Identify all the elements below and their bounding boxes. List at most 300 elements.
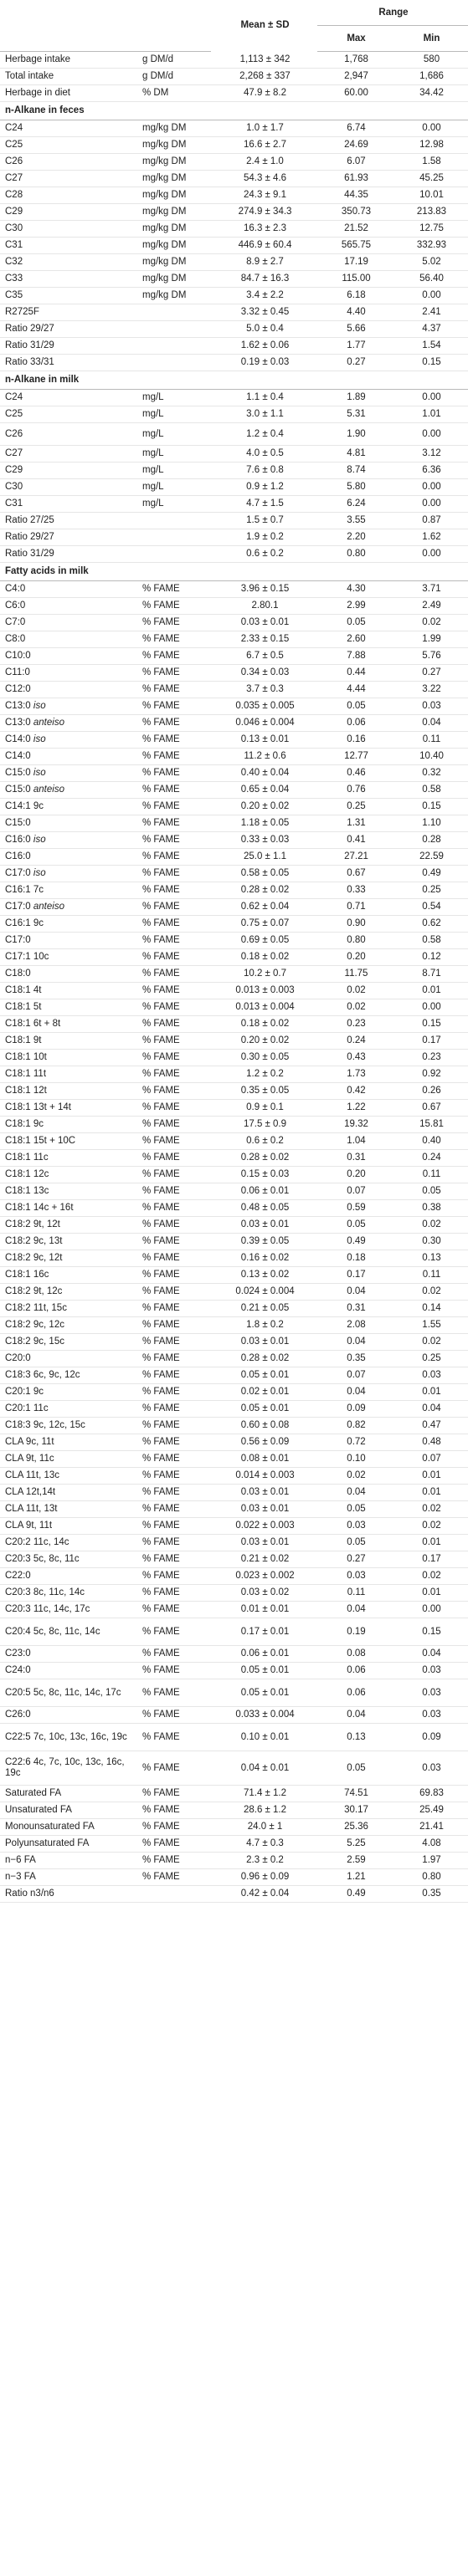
table-header [0, 0, 468, 52]
row-max: 0.80 [317, 933, 393, 949]
row-min: 0.35 [393, 1886, 468, 1903]
row-min: 0.92 [393, 1066, 468, 1083]
row-max: 0.05 [317, 1501, 393, 1518]
row-mean-sd: 3.7 ± 0.3 [211, 682, 317, 698]
row-min: 0.30 [393, 1234, 468, 1250]
row-mean-sd: 0.03 ± 0.01 [211, 1217, 317, 1234]
row-mean-sd: 1.2 ± 0.2 [211, 1066, 317, 1083]
row-unit: mg/kg DM [139, 238, 211, 254]
row-max: 0.06 [317, 1663, 393, 1679]
row-min: 1.01 [393, 406, 468, 423]
row-min: 0.47 [393, 1418, 468, 1434]
row-max: 4.81 [317, 446, 393, 463]
row-min: 0.32 [393, 765, 468, 782]
row-label: Ratio 29/27 [0, 529, 139, 546]
row-min: 0.11 [393, 1167, 468, 1183]
section-title: Fatty acids in milk [0, 563, 468, 581]
row-unit: mg/kg DM [139, 154, 211, 171]
table-row [0, 815, 468, 832]
row-label: C18:1 16c [0, 1267, 139, 1284]
header-blank [0, 0, 139, 26]
row-min: 0.03 [393, 1707, 468, 1724]
row-label: C15:0 anteiso [0, 782, 139, 799]
table-row [0, 899, 468, 916]
row-label: C15:0 iso [0, 765, 139, 782]
row-mean-sd: 0.9 ± 1.2 [211, 479, 317, 496]
row-min: 332.93 [393, 238, 468, 254]
row-min: 5.76 [393, 648, 468, 665]
table-row [0, 1836, 468, 1853]
table-row [0, 749, 468, 765]
table-row [0, 463, 468, 479]
table-row [0, 765, 468, 782]
row-unit: mg/kg DM [139, 221, 211, 238]
row-min: 8.71 [393, 966, 468, 983]
table-row [0, 1751, 468, 1786]
table-row [0, 715, 468, 732]
row-mean-sd: 0.023 ± 0.002 [211, 1568, 317, 1585]
row-max: 24.69 [317, 137, 393, 154]
table-row [0, 832, 468, 849]
section-title: n-Alkane in feces [0, 102, 468, 120]
row-max: 0.76 [317, 782, 393, 799]
isomer-qualifier: iso [33, 868, 46, 878]
row-mean-sd: 0.28 ± 0.02 [211, 1351, 317, 1367]
row-label: C18:1 9t [0, 1033, 139, 1050]
row-unit: % FAME [139, 933, 211, 949]
row-max: 8.74 [317, 463, 393, 479]
table-row [0, 933, 468, 949]
row-mean-sd: 0.013 ± 0.004 [211, 999, 317, 1016]
row-label: C22:0 [0, 1568, 139, 1585]
table-row [0, 1535, 468, 1551]
row-unit: % FAME [139, 1434, 211, 1451]
row-min: 12.98 [393, 137, 468, 154]
row-mean-sd: 0.62 ± 0.04 [211, 899, 317, 916]
row-label: C22:6 4c, 7c, 10c, 13c, 16c, 19c [0, 1751, 139, 1786]
row-mean-sd: 0.03 ± 0.01 [211, 1535, 317, 1551]
row-label: C24:0 [0, 1663, 139, 1679]
row-label: Ratio 31/29 [0, 338, 139, 355]
row-label: C27 [0, 171, 139, 187]
row-label: CLA 9t, 11c [0, 1451, 139, 1468]
row-min: 0.00 [393, 479, 468, 496]
row-unit: % FAME [139, 1150, 211, 1167]
table-row [0, 631, 468, 648]
row-max: 21.52 [317, 221, 393, 238]
row-min: 0.02 [393, 1568, 468, 1585]
row-max: 0.03 [317, 1518, 393, 1535]
row-mean-sd: 0.01 ± 0.01 [211, 1602, 317, 1618]
table-row [0, 1434, 468, 1451]
table-row [0, 682, 468, 698]
row-min: 15.81 [393, 1117, 468, 1133]
row-mean-sd: 71.4 ± 1.2 [211, 1786, 317, 1802]
row-max: 0.02 [317, 999, 393, 1016]
row-min: 0.27 [393, 665, 468, 682]
table-row [0, 882, 468, 899]
row-min: 0.15 [393, 1016, 468, 1033]
row-unit: mg/L [139, 390, 211, 406]
table-row [0, 1367, 468, 1384]
row-max: 0.27 [317, 355, 393, 371]
row-mean-sd: 1.1 ± 0.4 [211, 390, 317, 406]
row-max: 565.75 [317, 238, 393, 254]
row-unit: % FAME [139, 1618, 211, 1646]
row-label: C16:1 9c [0, 916, 139, 933]
row-min: 0.54 [393, 899, 468, 916]
row-min: 0.03 [393, 1679, 468, 1707]
row-min: 0.12 [393, 949, 468, 966]
row-min: 0.02 [393, 1284, 468, 1301]
row-mean-sd: 3.96 ± 0.15 [211, 581, 317, 598]
row-mean-sd: 0.58 ± 0.05 [211, 866, 317, 882]
row-unit: % FAME [139, 1468, 211, 1485]
table-row [0, 288, 468, 304]
row-max: 0.04 [317, 1334, 393, 1351]
section-header-row [0, 102, 468, 120]
row-min: 0.38 [393, 1200, 468, 1217]
row-max: 0.05 [317, 1535, 393, 1551]
table-row [0, 238, 468, 254]
table-row [0, 1679, 468, 1707]
row-mean-sd: 84.7 ± 16.3 [211, 271, 317, 288]
row-mean-sd: 0.022 ± 0.003 [211, 1518, 317, 1535]
row-unit: % FAME [139, 1786, 211, 1802]
row-unit: % FAME [139, 1234, 211, 1250]
isomer-qualifier: anteiso [33, 785, 64, 795]
row-mean-sd: 17.5 ± 0.9 [211, 1117, 317, 1133]
row-mean-sd: 0.035 ± 0.005 [211, 698, 317, 715]
table-row [0, 52, 468, 69]
row-label: C18:1 14c + 16t [0, 1200, 139, 1217]
row-unit: % FAME [139, 1646, 211, 1663]
row-mean-sd: 6.7 ± 0.5 [211, 648, 317, 665]
row-max: 0.13 [317, 1724, 393, 1751]
row-unit: % FAME [139, 765, 211, 782]
row-unit: % FAME [139, 882, 211, 899]
row-max: 0.07 [317, 1367, 393, 1384]
section-header-row [0, 563, 468, 581]
row-mean-sd: 2.80.1 [211, 598, 317, 615]
table-row [0, 1786, 468, 1802]
row-max: 6.74 [317, 120, 393, 137]
table-row [0, 271, 468, 288]
row-unit: mg/kg DM [139, 271, 211, 288]
row-mean-sd: 0.10 ± 0.01 [211, 1724, 317, 1751]
row-label: C18:3 9c, 12c, 15c [0, 1418, 139, 1434]
row-label: C12:0 [0, 682, 139, 698]
table-row [0, 615, 468, 631]
row-unit: % FAME [139, 1284, 211, 1301]
table-row [0, 1267, 468, 1284]
row-mean-sd: 0.013 ± 0.003 [211, 983, 317, 999]
row-unit: % FAME [139, 815, 211, 832]
row-label: Ratio 29/27 [0, 321, 139, 338]
row-unit: mg/L [139, 446, 211, 463]
row-max: 1.89 [317, 390, 393, 406]
row-max: 0.59 [317, 1200, 393, 1217]
row-min: 0.13 [393, 1250, 468, 1267]
isomer-qualifier: iso [33, 835, 46, 845]
row-mean-sd: 0.13 ± 0.01 [211, 732, 317, 749]
row-mean-sd: 0.6 ± 0.2 [211, 1133, 317, 1150]
row-min: 0.00 [393, 496, 468, 513]
row-min: 0.67 [393, 1100, 468, 1117]
row-unit: % DM [139, 85, 211, 102]
row-unit: % FAME [139, 665, 211, 682]
table-row [0, 1133, 468, 1150]
row-max: 0.17 [317, 1267, 393, 1284]
row-label: Polyunsaturated FA [0, 1836, 139, 1853]
table-row [0, 1117, 468, 1133]
row-min: 1.54 [393, 338, 468, 355]
row-max: 0.31 [317, 1150, 393, 1167]
row-label: C18:1 12c [0, 1167, 139, 1183]
row-unit: % FAME [139, 983, 211, 999]
row-max: 0.04 [317, 1284, 393, 1301]
row-min: 0.49 [393, 866, 468, 882]
row-label: CLA 12t,14t [0, 1485, 139, 1501]
row-label: C23:0 [0, 1646, 139, 1663]
row-unit: % FAME [139, 999, 211, 1016]
row-min: 0.15 [393, 799, 468, 815]
row-unit: % FAME [139, 1083, 211, 1100]
row-mean-sd: 3.4 ± 2.2 [211, 288, 317, 304]
row-mean-sd: 0.65 ± 0.04 [211, 782, 317, 799]
row-unit: % FAME [139, 866, 211, 882]
row-unit [139, 546, 211, 563]
table-row [0, 698, 468, 715]
row-min: 0.14 [393, 1301, 468, 1317]
table-row [0, 1646, 468, 1663]
row-max: 2.08 [317, 1317, 393, 1334]
row-unit: % FAME [139, 1518, 211, 1535]
row-label: C18:1 11t [0, 1066, 139, 1083]
row-mean-sd: 0.15 ± 0.03 [211, 1167, 317, 1183]
row-label: C33 [0, 271, 139, 288]
row-max: 0.35 [317, 1351, 393, 1367]
table-row [0, 1869, 468, 1886]
row-unit [139, 529, 211, 546]
row-unit: % FAME [139, 1066, 211, 1083]
row-label: C20:5 5c, 8c, 11c, 14c, 17c [0, 1679, 139, 1707]
row-max: 1.22 [317, 1100, 393, 1117]
row-min: 0.04 [393, 715, 468, 732]
table-body [0, 52, 468, 1903]
row-label: C25 [0, 406, 139, 423]
row-mean-sd: 0.06 ± 0.01 [211, 1646, 317, 1663]
row-min: 0.62 [393, 916, 468, 933]
row-min: 0.28 [393, 832, 468, 849]
row-mean-sd: 2,268 ± 337 [211, 69, 317, 85]
row-unit: % FAME [139, 1301, 211, 1317]
row-unit: % FAME [139, 1751, 211, 1786]
table-row [0, 1234, 468, 1250]
row-mean-sd: 11.2 ± 0.6 [211, 749, 317, 765]
table-row [0, 154, 468, 171]
row-mean-sd: 2.4 ± 1.0 [211, 154, 317, 171]
row-label: C18:1 6t + 8t [0, 1016, 139, 1033]
table-row [0, 171, 468, 187]
row-unit: % FAME [139, 1334, 211, 1351]
row-mean-sd: 1.2 ± 0.4 [211, 423, 317, 446]
row-unit: % FAME [139, 1802, 211, 1819]
row-unit: % FAME [139, 1869, 211, 1886]
row-max: 6.24 [317, 496, 393, 513]
row-unit: % FAME [139, 1724, 211, 1751]
row-label: C31 [0, 496, 139, 513]
row-unit: % FAME [139, 1351, 211, 1367]
table-row [0, 1200, 468, 1217]
row-unit: % FAME [139, 1535, 211, 1551]
row-unit: % FAME [139, 581, 211, 598]
row-unit: % FAME [139, 1585, 211, 1602]
row-max: 61.93 [317, 171, 393, 187]
row-min: 3.71 [393, 581, 468, 598]
row-min: 0.58 [393, 933, 468, 949]
row-label: C14:0 iso [0, 732, 139, 749]
table-row [0, 1663, 468, 1679]
row-mean-sd: 0.014 ± 0.003 [211, 1468, 317, 1485]
row-mean-sd: 0.05 ± 0.01 [211, 1367, 317, 1384]
table-row [0, 1418, 468, 1434]
row-label: C14:1 9c [0, 799, 139, 815]
row-max: 0.33 [317, 882, 393, 899]
table-row [0, 1802, 468, 1819]
table-row [0, 1468, 468, 1485]
row-unit: % FAME [139, 615, 211, 631]
table-row [0, 1100, 468, 1117]
row-label: C18:2 9t, 12t [0, 1217, 139, 1234]
table-row [0, 983, 468, 999]
row-mean-sd: 24.0 ± 1 [211, 1819, 317, 1836]
row-mean-sd: 0.06 ± 0.01 [211, 1183, 317, 1200]
row-unit: % FAME [139, 749, 211, 765]
row-min: 0.23 [393, 1050, 468, 1066]
row-min: 0.07 [393, 1451, 468, 1468]
row-label: Total intake [0, 69, 139, 85]
row-unit: % FAME [139, 1267, 211, 1284]
table-row [0, 1886, 468, 1903]
row-mean-sd: 0.04 ± 0.01 [211, 1751, 317, 1786]
row-mean-sd: 25.0 ± 1.1 [211, 849, 317, 866]
row-max: 0.19 [317, 1618, 393, 1646]
row-max: 1.77 [317, 338, 393, 355]
row-max: 5.80 [317, 479, 393, 496]
row-min: 10.01 [393, 187, 468, 204]
row-max: 2,947 [317, 69, 393, 85]
row-label: CLA 11t, 13t [0, 1501, 139, 1518]
row-label: C7:0 [0, 615, 139, 631]
row-mean-sd: 0.33 ± 0.03 [211, 832, 317, 849]
row-mean-sd: 1.62 ± 0.06 [211, 338, 317, 355]
row-max: 0.05 [317, 1751, 393, 1786]
table-row [0, 204, 468, 221]
table-row [0, 966, 468, 983]
row-max: 0.27 [317, 1551, 393, 1568]
table-row [0, 1585, 468, 1602]
row-min: 0.26 [393, 1083, 468, 1100]
row-mean-sd: 3.32 ± 0.45 [211, 304, 317, 321]
row-unit: mg/L [139, 406, 211, 423]
section-title: n-Alkane in milk [0, 371, 468, 390]
row-max: 19.32 [317, 1117, 393, 1133]
row-unit: % FAME [139, 1401, 211, 1418]
row-min: 10.40 [393, 749, 468, 765]
row-min: 12.75 [393, 221, 468, 238]
table-row [0, 1050, 468, 1066]
row-max: 6.18 [317, 288, 393, 304]
row-max: 4.44 [317, 682, 393, 698]
row-mean-sd: 1.9 ± 0.2 [211, 529, 317, 546]
row-max: 0.49 [317, 1234, 393, 1250]
row-unit: % FAME [139, 698, 211, 715]
table-row [0, 423, 468, 446]
table-row [0, 85, 468, 102]
table-row [0, 1485, 468, 1501]
row-min: 0.15 [393, 1618, 468, 1646]
row-label: C27 [0, 446, 139, 463]
table-row [0, 1334, 468, 1351]
row-max: 0.06 [317, 715, 393, 732]
row-max: 0.02 [317, 983, 393, 999]
isomer-qualifier: iso [33, 701, 46, 711]
row-mean-sd: 7.6 ± 0.8 [211, 463, 317, 479]
row-label: C13:0 anteiso [0, 715, 139, 732]
row-max: 12.77 [317, 749, 393, 765]
row-max: 0.02 [317, 1468, 393, 1485]
row-mean-sd: 1,113 ± 342 [211, 52, 317, 69]
row-mean-sd: 0.20 ± 0.02 [211, 1033, 317, 1050]
row-max: 1.90 [317, 423, 393, 446]
row-label: C18:2 9c, 15c [0, 1334, 139, 1351]
row-max: 5.31 [317, 406, 393, 423]
row-min: 0.03 [393, 1663, 468, 1679]
table-row [0, 254, 468, 271]
row-unit: % FAME [139, 1317, 211, 1334]
row-label: C18:3 6c, 9c, 12c [0, 1367, 139, 1384]
row-unit: % FAME [139, 1451, 211, 1468]
table-row [0, 69, 468, 85]
row-max: 0.24 [317, 1033, 393, 1050]
row-unit: % FAME [139, 1367, 211, 1384]
row-label: C22:5 7c, 10c, 13c, 16c, 19c [0, 1724, 139, 1751]
row-max: 5.25 [317, 1836, 393, 1853]
row-mean-sd: 0.17 ± 0.01 [211, 1618, 317, 1646]
table-row [0, 799, 468, 815]
row-mean-sd: 16.6 ± 2.7 [211, 137, 317, 154]
row-unit: % FAME [139, 648, 211, 665]
row-label: C17:0 anteiso [0, 899, 139, 916]
section-header-row [0, 371, 468, 390]
table-row [0, 1066, 468, 1083]
row-mean-sd: 8.9 ± 2.7 [211, 254, 317, 271]
row-unit: mg/L [139, 496, 211, 513]
row-label: C4:0 [0, 581, 139, 598]
row-label: C26:0 [0, 1707, 139, 1724]
row-mean-sd: 0.19 ± 0.03 [211, 355, 317, 371]
row-min: 1.10 [393, 815, 468, 832]
row-label: C29 [0, 463, 139, 479]
isomer-qualifier: iso [33, 768, 46, 778]
table-row [0, 1250, 468, 1267]
isomer-qualifier: anteiso [33, 718, 64, 728]
row-unit: % FAME [139, 1836, 211, 1853]
row-mean-sd: 0.16 ± 0.02 [211, 1250, 317, 1267]
row-min: 0.00 [393, 1602, 468, 1618]
row-max: 0.04 [317, 1485, 393, 1501]
